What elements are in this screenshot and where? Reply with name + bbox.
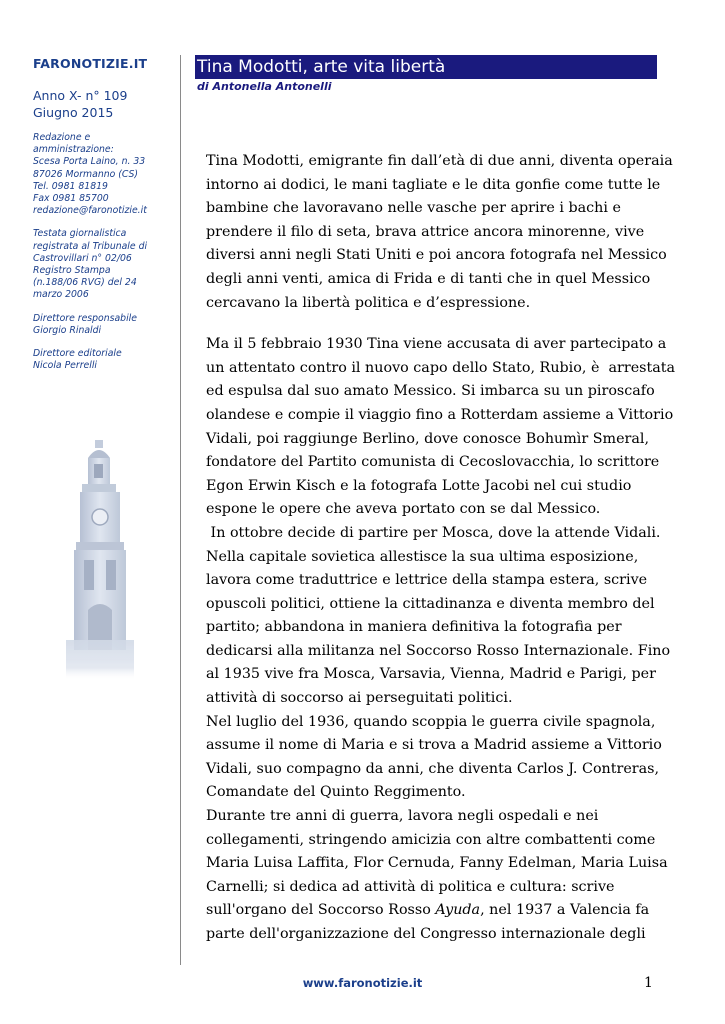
text-line: degli anni venti, amica di Frida e di tanti che in quel Messico [206,270,651,287]
text-line: Ma il 5 febbraio 1930 Tina viene accusata di aver partecipato a [206,336,667,353]
text-line: In ottobre decide di partire per Mosca, dove la attende Vidali. [206,524,661,541]
redazione-line: amministrazione: [33,144,114,156]
article-body [206,150,676,947]
issue-info [33,87,173,121]
testata-block [33,228,173,301]
text-line: lavora come traduttrice e lettrice della stampa estera, scrive [206,572,648,589]
text-line: prendere il filo di seta, brava attrice ancora minorenne, vive [206,223,645,240]
issue-date: Giugno 2015 [33,105,114,120]
role-label: Direttore editoriale [33,348,122,360]
testata-line: (n.188/06 RVG) del 24 [33,277,137,289]
redazione-block [33,132,173,217]
text-line: Nel luglio del 1936, quando scoppia le guerra civile spagnola, [206,713,656,730]
text-line: Tina Modotti, emigrante fin dall’età di due anni, diventa operaia [206,153,673,169]
text-line: ed espulsa dal suo amato Messico. Si imbarca su un piroscafo [206,383,655,400]
redazione-email: redazione@faronotizie.it [33,205,147,217]
text-line: opuscoli politici, ottiene la cittadinanza e diventa membro del [206,595,655,612]
text-line: espone le opere che aveva portato con se dal Messico. [206,501,601,518]
text-line: bambine che lavoravano nelle vasche per aprire i bachi e [206,200,621,217]
text-line: Carnelli; si dedica ad attività di politica e cultura: scrive [206,878,615,895]
text-line: Durante tre anni di guerra, lavora negli ospedali e nei [206,808,599,825]
issue-number: Anno X- n° 109 [33,88,128,103]
sidebar [33,56,173,372]
text-line: attività di soccorso ai perseguitati politici. [206,690,513,707]
page-number: 1 [644,975,653,991]
text-line: un attentato contro il nuovo capo dello Stato, Rubio, è arrestata [206,359,676,376]
masthead: FARONOTIZIE.IT [33,56,148,71]
text-line: dedicarsi alla militanza nel Soccorso Rosso Internazionale. Fino [206,642,671,659]
text-line: assume il nome di Maria e si trova a Madrid assieme a Vittorio [206,737,662,754]
paragraph-2 [206,333,676,946]
text-line: Comandate del Quinto Reggimento. [206,784,466,801]
paragraph-1 [206,150,673,315]
person-name: Giorgio Rinaldi [33,324,102,336]
text-line: cercavano la libertà politica e d’espressione. [206,294,531,311]
text-line: Nella capitale sovietica allestisce la sua ultima esposizione, [206,548,639,565]
redazione-address: Scesa Porta Laino, n. 33 [33,156,146,168]
article-title: Tina Modotti, arte vita libertà [197,57,446,77]
footer-website-link[interactable]: www.faronotizie.it [302,976,423,990]
testata-line: Castrovillari n° 02/06 [33,252,132,264]
text-line: Vidali, poi raggiunge Berlino, dove conosce Bohumìr Smeral, [206,430,650,447]
redazione-fax: Fax 0981 85700 [33,193,109,205]
text-line: al 1935 vive fra Mosca, Varsavia, Vienna, Madrid e Parigi, per [206,666,656,683]
redazione-city: 87026 Mormanno (CS) [33,168,139,180]
bell-tower-image [58,440,158,680]
redazione-line: Redazione e [33,132,91,143]
text-line: partito; abbandona in maniera definitiva la fotografia per [206,619,622,636]
direttore-responsabile-block [33,313,173,337]
role-label: Direttore responsabile [33,312,137,324]
text-line: collegamenti, stringendo amicizia con altre combattenti come [206,831,656,848]
italic-title: Ayuda [435,902,481,919]
testata-line: Registro Stampa [33,265,111,277]
redazione-phone: Tel. 0981 81819 [33,180,108,192]
text-line: parte dell'organizzazione del Congresso internazionale degli [206,926,646,942]
text-line: fondatore del Partito comunista di Cecoslovacchia, lo scrittore [206,454,660,471]
text-line [206,899,654,923]
column-divider [180,55,181,965]
article-byline: di Antonella Antonelli [197,80,332,93]
text-segment: sull'organo del Soccorso Rosso [206,902,436,919]
text-line: intorno ai dodici, le mani tagliate e le dita gonfie come tutte le [206,176,661,193]
testata-line: Testata giornalistica [33,228,127,240]
direttore-editoriale-block [33,348,173,372]
text-line: Maria Luisa Laffita, Flor Cernuda, Fanny Edelman, Maria Luisa [206,855,668,872]
text-line: Vidali, suo compagno da anni, che diventa Carlos J. Contreras, [206,760,660,777]
person-name: Nicola Perrelli [33,360,98,372]
text-line: diversi anni negli Stati Uniti e poi ancora fotografa nel Messico [206,247,667,264]
text-line: olandese e compie il viaggio fino a Rotterdam assieme a Vittorio [206,406,674,423]
testata-line: marzo 2006 [33,289,89,301]
testata-line: registrata al Tribunale di [33,240,148,252]
text-line: Egon Erwin Kisch e la fotografa Lotte Jacobi nel cui studio [206,477,632,494]
text-segment: , nel 1937 a Valencia fa [480,902,650,919]
